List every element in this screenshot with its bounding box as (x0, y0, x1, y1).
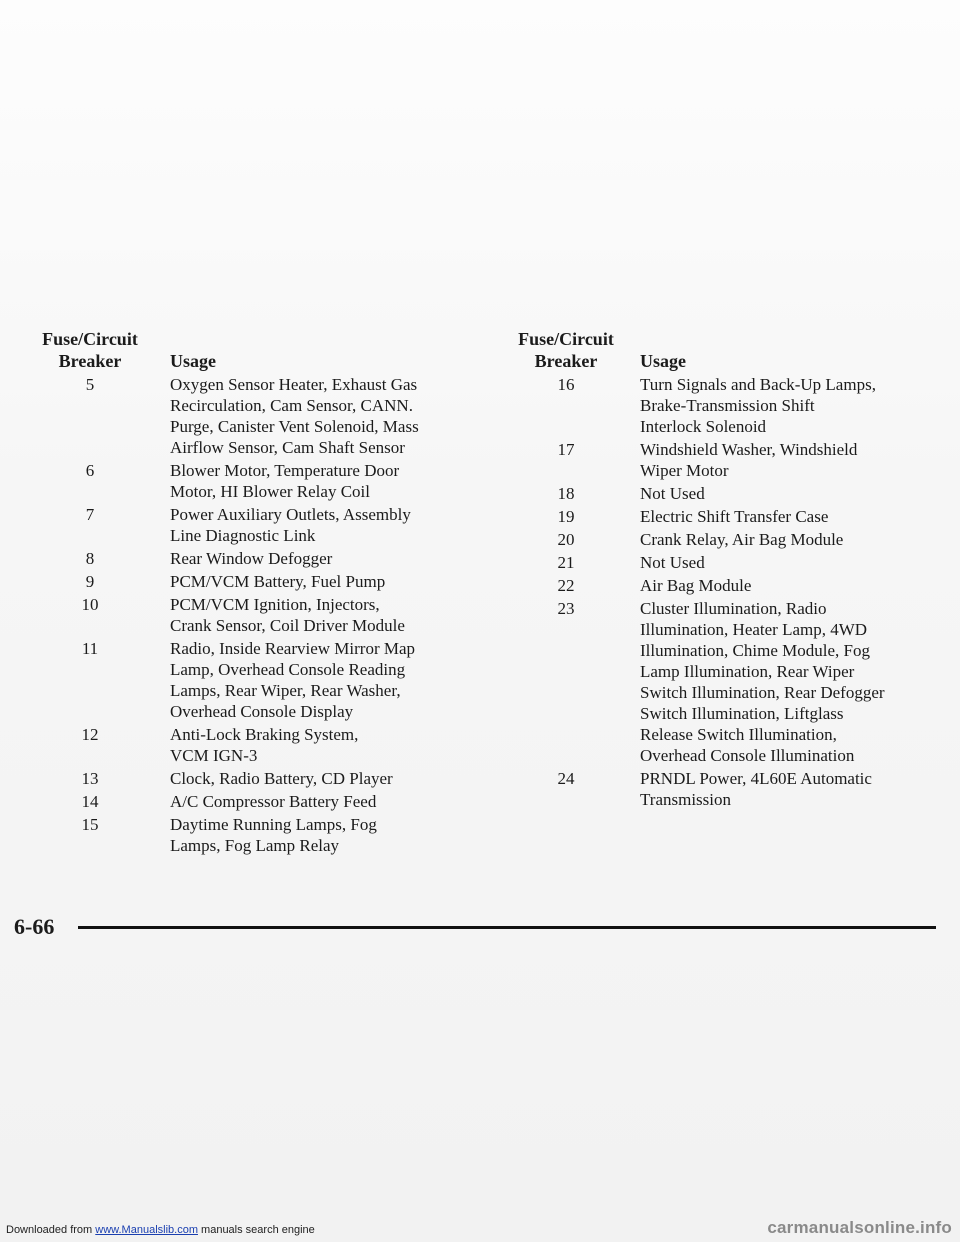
table-row (510, 768, 940, 810)
fuse-table-left (30, 328, 470, 858)
usage-line: Lamps, Rear Wiper, Rear Washer, (170, 681, 401, 700)
fuse-usage (150, 594, 470, 636)
table-row (510, 439, 940, 481)
usage-line: Clock, Radio Battery, CD Player (170, 769, 393, 788)
fuse-number: 23 (557, 599, 575, 618)
usage-line: Switch Illumination, Rear Defogger (640, 683, 885, 702)
usage-line: Overhead Console Display (170, 702, 354, 721)
usage-line: Transmission (640, 790, 732, 809)
usage-line: Lamp, Overhead Console Reading (170, 660, 406, 679)
usage-line: Anti-Lock Braking System, (170, 725, 359, 744)
fuse-number: 10 (81, 595, 99, 614)
fuse-usage (150, 724, 470, 766)
fuse-number: 5 (85, 375, 95, 394)
table-row (30, 638, 470, 722)
table-header (30, 328, 470, 372)
usage-line: Lamps, Fog Lamp Relay (170, 836, 340, 855)
usage-line: Cluster Illumination, Radio (640, 599, 827, 618)
table-row (510, 575, 940, 596)
table-row (30, 791, 470, 812)
fuse-usage (622, 575, 940, 596)
usage-line: Air Bag Module (640, 576, 752, 595)
usage-line: Radio, Inside Rearview Mirror Map (170, 639, 416, 658)
usage-line: Wiper Motor (640, 461, 729, 480)
fuse-usage (622, 598, 940, 766)
table-header (510, 328, 940, 372)
fuse-usage (622, 552, 940, 573)
fuse-number: 21 (557, 553, 575, 572)
fuse-number: 6 (85, 461, 95, 480)
table-row (30, 768, 470, 789)
usage-line: Motor, HI Blower Relay Coil (170, 482, 370, 501)
fuse-number: 12 (81, 725, 99, 744)
usage-line: Interlock Solenoid (640, 417, 767, 436)
fuse-number: 19 (557, 507, 575, 526)
fuse-usage (150, 374, 470, 458)
usage-line: A/C Compressor Battery Feed (170, 792, 377, 811)
fuse-usage (622, 483, 940, 504)
usage-line: Recirculation, Cam Sensor, CANN. (170, 396, 413, 415)
fuse-table-right (510, 328, 940, 812)
fuse-number: 7 (85, 505, 95, 524)
table-row (30, 814, 470, 856)
fuse-number: 9 (85, 572, 95, 591)
usage-line: Not Used (640, 484, 705, 503)
table-row (30, 504, 470, 546)
fuse-usage (150, 504, 470, 546)
fuse-number: 14 (81, 792, 99, 811)
fuse-rows (510, 374, 940, 810)
table-row (30, 548, 470, 569)
fuse-usage (150, 460, 470, 502)
manualslib-link[interactable]: www.Manualslib.com (95, 1224, 198, 1236)
fuse-number: 8 (85, 549, 95, 568)
table-row (510, 552, 940, 573)
fuse-number: 24 (557, 769, 575, 788)
usage-line: PCM/VCM Ignition, Injectors, (170, 595, 380, 614)
fuse-usage (150, 814, 470, 856)
fuse-number: 11 (81, 639, 99, 658)
page-number: 6-66 (14, 914, 55, 939)
download-note: Downloaded from www.Manualslib.com manuals search engine (6, 1224, 315, 1236)
fuse-number: 16 (557, 375, 575, 394)
table-row (30, 374, 470, 458)
fuse-number: 20 (557, 530, 575, 549)
usage-line: Rear Window Defogger (170, 549, 333, 568)
fuse-number: 15 (81, 815, 99, 834)
usage-line: Line Diagnostic Link (170, 526, 316, 545)
footer-rule (78, 926, 936, 929)
header-fuse-breaker: Fuse/Circuit Breaker (518, 329, 614, 371)
usage-line: VCM IGN-3 (170, 746, 258, 765)
fuse-usage (150, 638, 470, 722)
fuse-usage (150, 548, 470, 569)
usage-line: Overhead Console Illumination (640, 746, 855, 765)
fuse-usage (150, 791, 470, 812)
table-row (510, 598, 940, 766)
fuse-usage (150, 571, 470, 592)
fuse-rows (30, 374, 470, 856)
fuse-usage (150, 768, 470, 789)
table-row (30, 571, 470, 592)
usage-line: Daytime Running Lamps, Fog (170, 815, 377, 834)
usage-line: Blower Motor, Temperature Door (170, 461, 400, 480)
table-row (510, 483, 940, 504)
usage-line: Lamp Illumination, Rear Wiper (640, 662, 855, 681)
usage-line: PRNDL Power, 4L60E Automatic (640, 769, 872, 788)
fuse-usage (622, 529, 940, 550)
fuse-number: 18 (557, 484, 575, 503)
usage-line: Purge, Canister Vent Solenoid, Mass (170, 417, 419, 436)
header-fuse-breaker: Fuse/Circuit Breaker (42, 329, 138, 371)
usage-line: Release Switch Illumination, (640, 725, 837, 744)
usage-line: Crank Relay, Air Bag Module (640, 530, 844, 549)
fuse-number: 22 (557, 576, 575, 595)
usage-line: Brake-Transmission Shift (640, 396, 815, 415)
table-row (30, 594, 470, 636)
fuse-usage (622, 374, 940, 437)
header-usage: Usage (170, 351, 216, 371)
usage-line: Illumination, Heater Lamp, 4WD (640, 620, 868, 639)
usage-line: Crank Sensor, Coil Driver Module (170, 616, 405, 635)
table-row (510, 529, 940, 550)
usage-line: Oxygen Sensor Heater, Exhaust Gas (170, 375, 418, 394)
table-row (30, 724, 470, 766)
header-usage: Usage (640, 351, 686, 371)
fuse-usage (622, 506, 940, 527)
usage-line: Turn Signals and Back-Up Lamps, (640, 375, 876, 394)
fuse-number: 13 (81, 769, 99, 788)
fuse-number: 17 (557, 440, 575, 459)
table-row (510, 374, 940, 437)
watermark: carmanualsonline.info (767, 1218, 952, 1237)
usage-line: Illumination, Chime Module, Fog (640, 641, 870, 660)
fuse-usage (622, 768, 940, 810)
usage-line: Switch Illumination, Liftglass (640, 704, 844, 723)
usage-line: Not Used (640, 553, 705, 572)
usage-line: PCM/VCM Battery, Fuel Pump (170, 572, 386, 591)
usage-line: Airflow Sensor, Cam Shaft Sensor (170, 438, 405, 457)
usage-line: Power Auxiliary Outlets, Assembly (170, 505, 411, 524)
table-row (510, 506, 940, 527)
usage-line: Windshield Washer, Windshield (640, 440, 858, 459)
table-row (30, 460, 470, 502)
fuse-usage (622, 439, 940, 481)
usage-line: Electric Shift Transfer Case (640, 507, 829, 526)
